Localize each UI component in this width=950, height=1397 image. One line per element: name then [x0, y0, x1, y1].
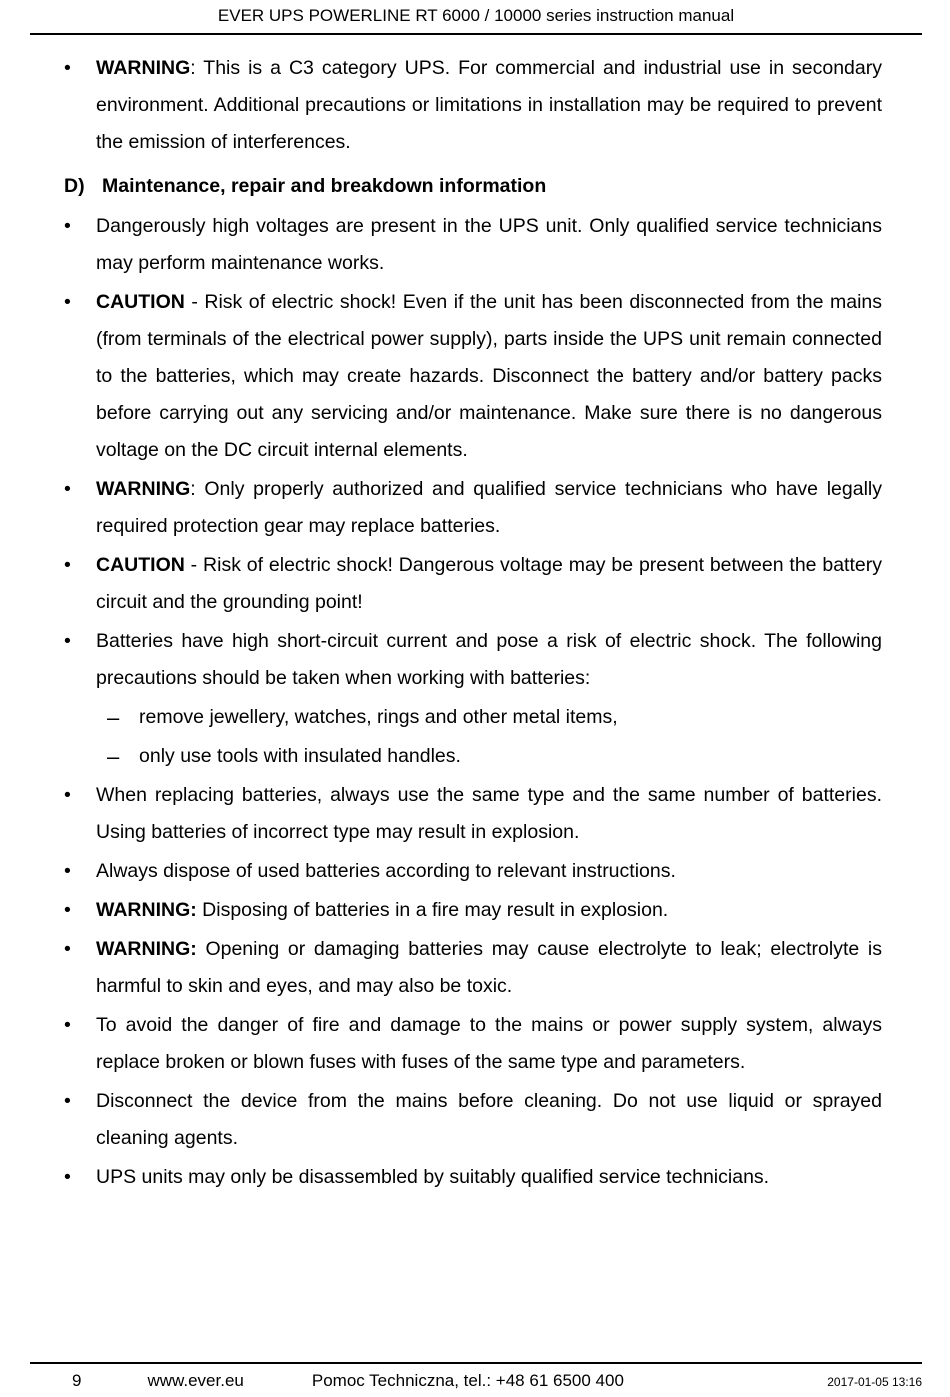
- footer-timestamp: 2017-01-05 13:16: [827, 1375, 922, 1389]
- bullet-item: [64, 471, 882, 545]
- dash-icon: –: [107, 705, 120, 730]
- bullet-item: [64, 931, 882, 1005]
- item-text: only use tools with insulated handles.: [139, 745, 461, 767]
- item-text: [96, 50, 882, 161]
- header-title: EVER UPS POWERLINE RT 6000 / 10000 series instruction manual: [217, 6, 735, 25]
- item-body: Disconnect the device from the mains before cleaning. Do not use liquid or sprayed cleaning agents.: [96, 1090, 882, 1149]
- footer-support: Pomoc Techniczna, tel.: +48 61 6500 400: [311, 1371, 624, 1390]
- bullet-icon: •: [64, 1014, 71, 1036]
- item-body: : This is a C3 category UPS. For commercial and industrial use in secondary environment. Additional precautions or limitations in installation may be required to prevent the emission of interferences.: [96, 57, 882, 153]
- bullet-icon: •: [64, 215, 71, 237]
- bullet-icon: •: [64, 784, 71, 806]
- bullet-item: [64, 777, 882, 851]
- bullet-item: [64, 50, 882, 161]
- item-lead: WARNING: [96, 478, 191, 500]
- page-number: 9: [72, 1371, 82, 1390]
- item-text: [96, 284, 882, 469]
- bullet-icon: •: [64, 1166, 71, 1188]
- bullet-item: [64, 623, 882, 697]
- bullet-icon: •: [64, 554, 71, 576]
- bullet-item: [64, 1007, 882, 1081]
- bullet-icon: •: [64, 899, 71, 921]
- dash-icon: –: [107, 744, 120, 769]
- item-text: [96, 1159, 882, 1196]
- item-text: [96, 892, 882, 929]
- bullet-icon: •: [64, 938, 71, 960]
- section-heading-text: Maintenance, repair and breakdown information: [102, 175, 547, 197]
- item-lead: WARNING:: [96, 938, 197, 960]
- item-body: Dangerously high voltages are present in the UPS unit. Only qualified service technicians may perform maintenance works.: [96, 215, 882, 274]
- bullet-icon: •: [64, 1090, 71, 1112]
- bullet-item: [64, 1159, 882, 1196]
- item-text: [96, 623, 882, 697]
- bullet-item: [64, 892, 882, 929]
- bullet-item: [64, 1083, 882, 1157]
- section-heading-label: D): [64, 175, 85, 197]
- item-body: When replacing batteries, always use the same type and the same number of batteries. Using batteries of incorrect type may result in explosion.: [96, 784, 882, 843]
- item-text: [96, 777, 882, 851]
- item-lead: WARNING: [96, 57, 191, 79]
- item-text: [96, 208, 882, 282]
- bullet-icon: •: [64, 630, 71, 652]
- bullet-item: [64, 284, 882, 469]
- item-text: [96, 471, 882, 545]
- item-lead: CAUTION: [96, 291, 185, 313]
- bullet-icon: •: [64, 860, 71, 882]
- item-body: Opening or damaging batteries may cause electrolyte to leak; electrolyte is harmful to skin and eyes, and may also be toxic.: [96, 938, 882, 997]
- page-header: [30, 0, 922, 35]
- item-text: [96, 853, 882, 890]
- page-content: [64, 50, 882, 1198]
- page-footer: [30, 1362, 922, 1391]
- item-body: : Only properly authorized and qualified service technicians who have legally required protection gear may replace batteries.: [96, 478, 882, 537]
- bullet-icon: •: [64, 291, 71, 313]
- item-body: Batteries have high short-circuit current and pose a risk of electric shock. The following precautions should be taken when working with batteries:: [96, 630, 882, 689]
- item-body: Disposing of batteries in a fire may result in explosion.: [196, 899, 669, 921]
- footer-website: www.ever.eu: [147, 1371, 244, 1390]
- item-body: - Risk of electric shock! Even if the unit has been disconnected from the mains (from terminals of the electrical power supply), parts inside the UPS unit remain connected to the batteries, which may create hazards. Disconnect the battery and/or battery packs before carrying out any servicing and/or maintenance. Make sure there is no dangerous voltage on the DC circuit internal elements.: [96, 291, 882, 461]
- bullet-item: [64, 853, 882, 890]
- bullet-icon: •: [64, 478, 71, 500]
- section-heading: [64, 168, 882, 205]
- item-body: UPS units may only be disassembled by suitably qualified service technicians.: [96, 1166, 770, 1188]
- bullet-item: [64, 208, 882, 282]
- item-text: remove jewellery, watches, rings and other metal items,: [139, 706, 618, 728]
- item-body: Always dispose of used batteries according to relevant instructions.: [96, 860, 676, 882]
- item-text: [96, 1083, 882, 1157]
- dash-item: [107, 738, 882, 775]
- bullet-icon: •: [64, 57, 71, 79]
- item-body: To avoid the danger of fire and damage to the mains or power supply system, always replace broken or blown fuses with fuses of the same type and parameters.: [96, 1014, 882, 1073]
- item-body: - Risk of electric shock! Dangerous voltage may be present between the battery circuit and the grounding point!: [96, 554, 882, 613]
- item-lead: WARNING:: [96, 899, 197, 921]
- bullet-item: [64, 547, 882, 621]
- item-text: [96, 931, 882, 1005]
- dash-item: [107, 699, 882, 736]
- item-lead: CAUTION: [96, 554, 185, 576]
- item-text: [96, 547, 882, 621]
- item-text: [96, 1007, 882, 1081]
